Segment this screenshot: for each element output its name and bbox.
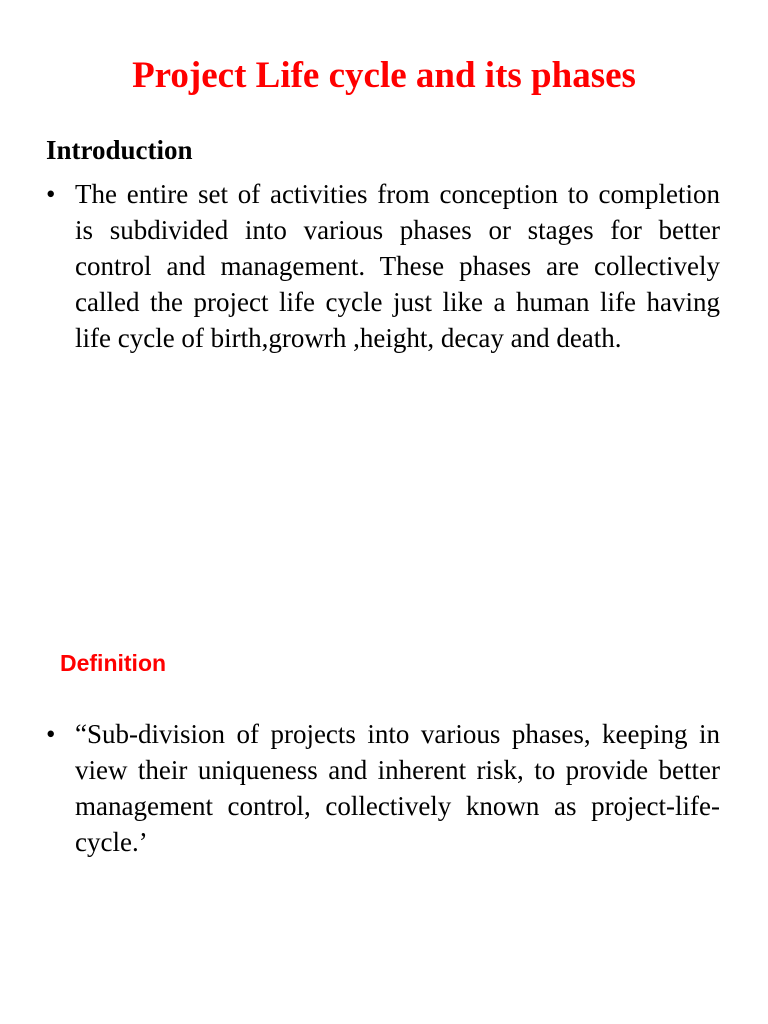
definition-bullet-item (46, 716, 720, 860)
definition-text: “Sub-division of projects into various phases, keeping in view their uniqueness and inherent risk, to provide better management control, collectively known as project-life-cycle.’ (75, 719, 720, 857)
introduction-text: The entire set of activities from conception to completion is subdivided into various phases or stages for better control and management. These phases are collectively called the project life cycle just like a human life having life cycle of birth,growrh ,height, decay and death. (75, 179, 720, 353)
introduction-heading: Introduction (46, 135, 193, 165)
slide-title: Project Life cycle and its phases (132, 55, 636, 96)
introduction-bullet-item (46, 176, 720, 356)
bullet-icon: • (46, 179, 56, 209)
definition-heading: Definition (60, 650, 167, 676)
bullet-icon: • (46, 719, 56, 749)
